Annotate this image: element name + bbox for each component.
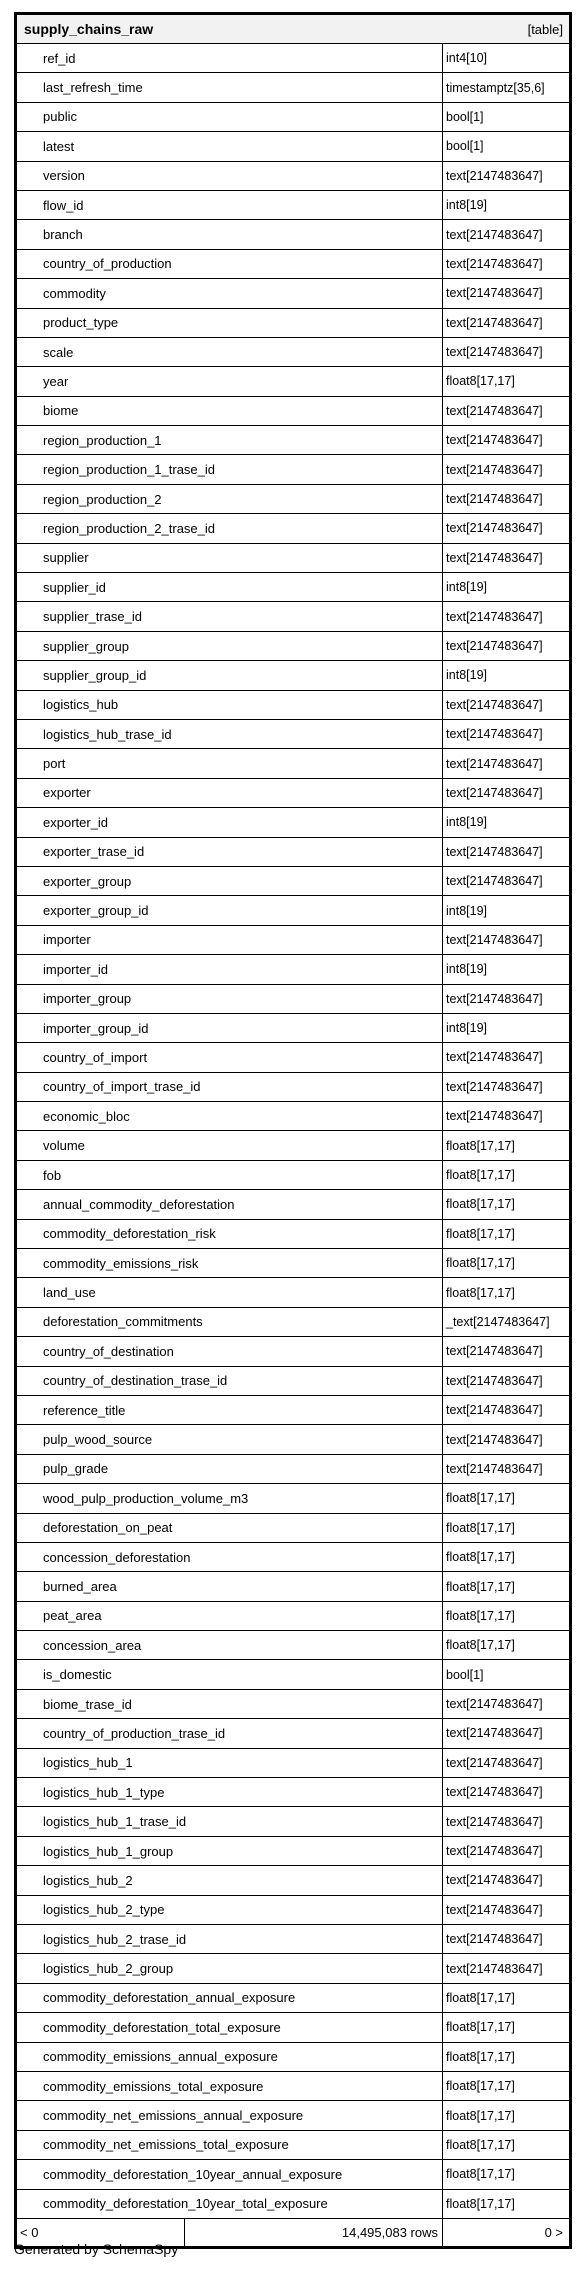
column-type: text[2147483647] (446, 1873, 543, 1888)
column-type: int8[19] (446, 668, 488, 683)
column-name: region_production_1_trase_id (17, 455, 443, 483)
column-type: float8[17,17] (446, 1550, 515, 1565)
column-row[interactable] (17, 2131, 569, 2160)
column-row[interactable] (17, 1925, 569, 1954)
column-row[interactable] (17, 191, 569, 220)
column-type: text[2147483647] (446, 550, 543, 565)
column-type: text[2147483647] (446, 785, 543, 800)
column-name: supplier_trase_id (17, 602, 443, 630)
column-name: country_of_import_trase_id (17, 1073, 443, 1101)
column-row[interactable] (17, 1572, 569, 1601)
column-name: commodity_deforestation_total_exposure (17, 2013, 443, 2041)
column-name: commodity_deforestation_risk (17, 1220, 443, 1248)
column-row[interactable] (17, 279, 569, 308)
column-name: is_domestic (17, 1660, 443, 1688)
column-type: float8[17,17] (446, 1579, 515, 1594)
column-name: logistics_hub (17, 691, 443, 719)
column-row[interactable] (17, 808, 569, 837)
column-row[interactable] (17, 926, 569, 955)
column-name: concession_area (17, 1631, 443, 1659)
column-row[interactable] (17, 896, 569, 925)
column-type: float8[17,17] (446, 1226, 515, 1241)
generated-by-label: Generated by SchemaSpy (14, 2241, 179, 2257)
column-name: importer_group (17, 985, 443, 1013)
column-name: land_use (17, 1278, 443, 1306)
column-type: float8[17,17] (446, 2020, 515, 2035)
column-row[interactable] (17, 1602, 569, 1631)
column-row[interactable] (17, 2072, 569, 2101)
column-row[interactable] (17, 309, 569, 338)
table-kind-label: [table] (527, 21, 563, 37)
column-name: logistics_hub_1_group (17, 1837, 443, 1865)
column-name: region_production_2 (17, 485, 443, 513)
column-row[interactable] (17, 220, 569, 249)
column-type: float8[17,17] (446, 1256, 515, 1271)
column-name: branch (17, 220, 443, 248)
column-name: peat_area (17, 1602, 443, 1630)
column-type: text[2147483647] (446, 433, 543, 448)
column-name: pulp_grade (17, 1455, 443, 1483)
column-name: country_of_import (17, 1043, 443, 1071)
column-type: text[2147483647] (446, 874, 543, 889)
column-row[interactable] (17, 1807, 569, 1836)
column-row[interactable] (17, 720, 569, 749)
column-row[interactable] (17, 1337, 569, 1366)
column-name: importer_group_id (17, 1014, 443, 1042)
column-type: float8[17,17] (446, 374, 515, 389)
column-row[interactable] (17, 1131, 569, 1160)
column-row[interactable] (17, 1396, 569, 1425)
column-name: fob (17, 1161, 443, 1189)
column-row[interactable] (17, 661, 569, 690)
column-type: float8[17,17] (446, 1520, 515, 1535)
column-row[interactable] (17, 2101, 569, 2130)
column-name: pulp_wood_source (17, 1425, 443, 1453)
column-row[interactable] (17, 602, 569, 631)
children-count[interactable]: 0 > (544, 2224, 563, 2240)
column-row[interactable] (17, 2160, 569, 2189)
column-row[interactable] (17, 1367, 569, 1396)
column-row[interactable] (17, 367, 569, 396)
column-row[interactable] (17, 691, 569, 720)
column-type: text[2147483647] (446, 1961, 543, 1976)
column-type: text[2147483647] (446, 697, 543, 712)
column-row[interactable] (17, 44, 569, 73)
column-name: logistics_hub_1 (17, 1749, 443, 1777)
column-row[interactable] (17, 338, 569, 367)
column-name: commodity_emissions_annual_exposure (17, 2043, 443, 2071)
column-type: text[2147483647] (446, 1373, 543, 1388)
column-type: float8[17,17] (446, 1990, 515, 2005)
column-row[interactable] (17, 573, 569, 602)
column-name: region_production_2_trase_id (17, 514, 443, 542)
column-name: country_of_destination (17, 1337, 443, 1365)
column-row[interactable] (17, 1514, 569, 1543)
column-row[interactable] (17, 1425, 569, 1454)
column-type: float8[17,17] (446, 1638, 515, 1653)
column-type: text[2147483647] (446, 227, 543, 242)
schema-table-node[interactable] (14, 12, 572, 2249)
column-name: product_type (17, 309, 443, 337)
column-type: text[2147483647] (446, 609, 543, 624)
column-name: annual_commodity_deforestation (17, 1190, 443, 1218)
column-row[interactable] (17, 1043, 569, 1072)
column-name: supplier_id (17, 573, 443, 601)
column-type: text[2147483647] (446, 1697, 543, 1712)
column-type: text[2147483647] (446, 286, 543, 301)
column-row[interactable] (17, 1543, 569, 1572)
column-type: text[2147483647] (446, 168, 543, 183)
column-name: ref_id (17, 44, 443, 72)
column-name: biome (17, 397, 443, 425)
column-name: supplier_group_id (17, 661, 443, 689)
column-type: bool[1] (446, 1667, 484, 1682)
column-row[interactable] (17, 73, 569, 102)
column-name: commodity_emissions_total_exposure (17, 2072, 443, 2100)
column-name: logistics_hub_2_trase_id (17, 1925, 443, 1953)
column-type: float8[17,17] (446, 2108, 515, 2123)
column-type: text[2147483647] (446, 1932, 543, 1947)
column-name: version (17, 162, 443, 190)
column-type: float8[17,17] (446, 2049, 515, 2064)
column-name: commodity_net_emissions_total_exposure (17, 2131, 443, 2159)
column-name: exporter_trase_id (17, 838, 443, 866)
column-row[interactable] (17, 1837, 569, 1866)
column-name: logistics_hub_1_type (17, 1778, 443, 1806)
column-type: text[2147483647] (446, 315, 543, 330)
column-type: text[2147483647] (446, 1432, 543, 1447)
column-row[interactable] (17, 867, 569, 896)
column-type: float8[17,17] (446, 2196, 515, 2211)
column-row[interactable] (17, 985, 569, 1014)
column-type: text[2147483647] (446, 256, 543, 271)
column-type: float8[17,17] (446, 2137, 515, 2152)
column-type: int8[19] (446, 198, 488, 213)
column-row[interactable] (17, 132, 569, 161)
column-type: text[2147483647] (446, 521, 543, 536)
parents-count[interactable]: < 0 (17, 2219, 185, 2246)
column-type: text[2147483647] (446, 727, 543, 742)
column-row[interactable] (17, 1690, 569, 1719)
column-type: text[2147483647] (446, 844, 543, 859)
column-name: deforestation_on_peat (17, 1514, 443, 1542)
column-row[interactable] (17, 1073, 569, 1102)
column-name: port (17, 749, 443, 777)
column-type: text[2147483647] (446, 1461, 543, 1476)
column-name: exporter_group (17, 867, 443, 895)
row-count: 14,495,083 rows (185, 2219, 443, 2246)
column-type: text[2147483647] (446, 1050, 543, 1065)
column-name: logistics_hub_2_group (17, 1954, 443, 1982)
column-name: logistics_hub_2_type (17, 1896, 443, 1924)
column-row[interactable] (17, 2043, 569, 2072)
column-name: exporter_group_id (17, 896, 443, 924)
column-name: exporter (17, 779, 443, 807)
column-name: logistics_hub_trase_id (17, 720, 443, 748)
column-name: commodity_net_emissions_annual_exposure (17, 2101, 443, 2129)
column-type: text[2147483647] (446, 1079, 543, 1094)
column-name: supplier_group (17, 632, 443, 660)
column-type: float8[17,17] (446, 1285, 515, 1300)
column-row[interactable] (17, 2190, 569, 2219)
column-name: country_of_production_trase_id (17, 1719, 443, 1747)
column-row[interactable] (17, 955, 569, 984)
column-row[interactable] (17, 1896, 569, 1925)
column-name: reference_title (17, 1396, 443, 1424)
column-row[interactable] (17, 426, 569, 455)
column-row[interactable] (17, 1984, 569, 2013)
column-name: latest (17, 132, 443, 160)
column-row[interactable] (17, 749, 569, 778)
column-type: text[2147483647] (446, 345, 543, 360)
column-row[interactable] (17, 1455, 569, 1484)
column-row[interactable] (17, 250, 569, 279)
column-row[interactable] (17, 1102, 569, 1131)
column-name: wood_pulp_production_volume_m3 (17, 1484, 443, 1512)
column-type: float8[17,17] (446, 1608, 515, 1623)
column-type: float8[17,17] (446, 2079, 515, 2094)
column-name: last_refresh_time (17, 73, 443, 101)
column-row[interactable] (17, 1220, 569, 1249)
column-type: float8[17,17] (446, 1168, 515, 1183)
column-name: public (17, 103, 443, 131)
column-row[interactable] (17, 1484, 569, 1513)
column-row[interactable] (17, 1749, 569, 1778)
column-type: text[2147483647] (446, 756, 543, 771)
column-name: flow_id (17, 191, 443, 219)
column-list (17, 44, 569, 2219)
column-type: float8[17,17] (446, 1197, 515, 1212)
column-row[interactable] (17, 397, 569, 426)
column-name: exporter_id (17, 808, 443, 836)
column-row[interactable] (17, 1866, 569, 1895)
column-row[interactable] (17, 544, 569, 573)
column-type: int8[19] (446, 815, 488, 830)
column-type: int8[19] (446, 962, 488, 977)
column-type: bool[1] (446, 139, 484, 154)
column-type: text[2147483647] (446, 932, 543, 947)
column-name: burned_area (17, 1572, 443, 1600)
column-name: supplier (17, 544, 443, 572)
column-row[interactable] (17, 485, 569, 514)
column-row[interactable] (17, 1014, 569, 1043)
column-type: timestamptz[35,6] (446, 80, 545, 95)
column-type: bool[1] (446, 109, 484, 124)
column-type: text[2147483647] (446, 1344, 543, 1359)
column-type: text[2147483647] (446, 1844, 543, 1859)
column-type: int8[19] (446, 580, 488, 595)
column-type: float8[17,17] (446, 1491, 515, 1506)
column-name: importer (17, 926, 443, 954)
column-row[interactable] (17, 1954, 569, 1983)
column-row[interactable] (17, 1660, 569, 1689)
column-type: text[2147483647] (446, 1726, 543, 1741)
column-type: text[2147483647] (446, 1403, 543, 1418)
column-name: country_of_destination_trase_id (17, 1367, 443, 1395)
column-name: year (17, 367, 443, 395)
column-name: biome_trase_id (17, 1690, 443, 1718)
column-row[interactable] (17, 2013, 569, 2042)
column-row[interactable] (17, 1308, 569, 1337)
column-type: _text[2147483647] (446, 1314, 550, 1329)
column-row[interactable] (17, 1778, 569, 1807)
column-name: volume (17, 1131, 443, 1159)
column-type: text[2147483647] (446, 492, 543, 507)
column-row[interactable] (17, 103, 569, 132)
column-name: concession_deforestation (17, 1543, 443, 1571)
column-row[interactable] (17, 1631, 569, 1660)
column-type: int8[19] (446, 1021, 488, 1036)
column-type: text[2147483647] (446, 991, 543, 1006)
column-row[interactable] (17, 1278, 569, 1307)
column-name: logistics_hub_2 (17, 1866, 443, 1894)
column-type: text[2147483647] (446, 1755, 543, 1770)
column-row[interactable] (17, 632, 569, 661)
column-type: text[2147483647] (446, 462, 543, 477)
column-row[interactable] (17, 779, 569, 808)
column-type: text[2147483647] (446, 1814, 543, 1829)
column-name: logistics_hub_1_trase_id (17, 1807, 443, 1835)
column-type: text[2147483647] (446, 1902, 543, 1917)
column-name: country_of_production (17, 250, 443, 278)
column-type: int8[19] (446, 903, 488, 918)
column-type: int4[10] (446, 51, 488, 66)
column-row[interactable] (17, 1249, 569, 1278)
column-name: commodity (17, 279, 443, 307)
column-row[interactable] (17, 455, 569, 484)
column-name: deforestation_commitments (17, 1308, 443, 1336)
column-name: commodity_deforestation_10year_total_exposure (17, 2190, 443, 2218)
column-type: text[2147483647] (446, 1785, 543, 1800)
column-row[interactable] (17, 1161, 569, 1190)
column-name: importer_id (17, 955, 443, 983)
column-type: text[2147483647] (446, 403, 543, 418)
column-name: region_production_1 (17, 426, 443, 454)
column-type: text[2147483647] (446, 639, 543, 653)
column-row[interactable] (17, 514, 569, 543)
column-type: text[2147483647] (446, 1109, 543, 1124)
table-header (17, 15, 569, 44)
column-name: commodity_emissions_risk (17, 1249, 443, 1277)
column-row[interactable] (17, 1190, 569, 1219)
column-name: commodity_deforestation_annual_exposure (17, 1984, 443, 2012)
column-type: float8[17,17] (446, 1138, 515, 1153)
column-type: float8[17,17] (446, 2167, 515, 2182)
column-name: commodity_deforestation_10year_annual_exposure (17, 2160, 443, 2188)
column-row[interactable] (17, 838, 569, 867)
column-name: scale (17, 338, 443, 366)
column-row[interactable] (17, 162, 569, 191)
column-row[interactable] (17, 1719, 569, 1748)
column-name: economic_bloc (17, 1102, 443, 1130)
table-name[interactable]: supply_chains_raw (24, 21, 154, 37)
